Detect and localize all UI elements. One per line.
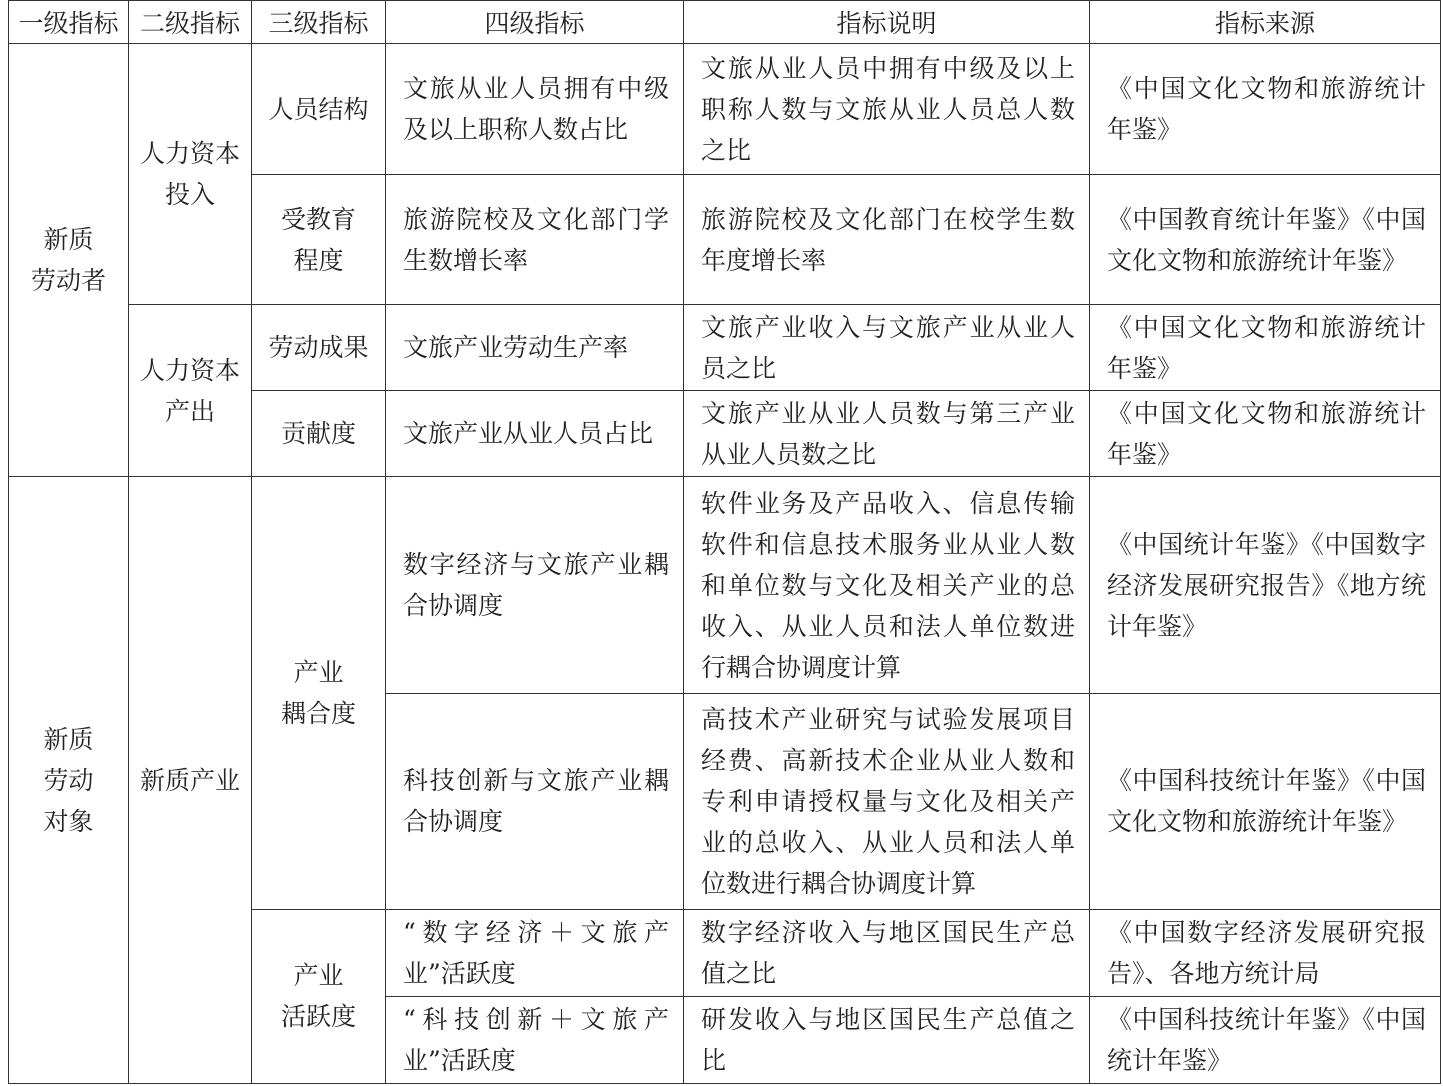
level3-text: 程度	[293, 245, 344, 275]
description-cell: 研发收入与地区国民生产总值之比	[684, 996, 1090, 1083]
indicator-table	[8, 0, 1441, 1084]
level3-text: 贡献度	[280, 419, 356, 449]
level3-text: 人员结构	[268, 94, 369, 124]
level3-cell	[252, 175, 386, 305]
indicator-cell: 科技创新与文旅产业耦合协调度	[386, 693, 684, 909]
level2-text: 投入	[164, 180, 215, 210]
level1-text: 劳动	[43, 765, 94, 795]
source-cell: 《中国数字经济发展研究报告》、各地方统计局	[1090, 909, 1441, 996]
source-cell: 《中国科技统计年鉴》《中国文化文物和旅游统计年鉴》	[1090, 693, 1441, 909]
level3-cell	[252, 477, 386, 909]
indicator-cell: “数字经济＋文旅产业”活跃度	[386, 909, 684, 996]
source-cell: 《中国文化文物和旅游统计年鉴》	[1090, 44, 1441, 175]
level3-text: 劳动成果	[268, 333, 369, 363]
description-cell: 数字经济收入与地区国民生产总值之比	[684, 909, 1090, 996]
level3-cell	[252, 305, 386, 391]
description-cell: 文旅产业从业人员数与第三产业从业人员数之比	[684, 391, 1090, 477]
level1-cell	[9, 44, 129, 477]
header-level1: 一级指标	[9, 1, 129, 44]
indicator-cell: 文旅从业人员拥有中级及以上职称人数占比	[386, 44, 684, 175]
indicator-cell: 数字经济与文旅产业耦合协调度	[386, 477, 684, 693]
level1-text: 新质	[43, 724, 94, 754]
level1-text: 劳动者	[30, 266, 106, 296]
level3-text: 耦合度	[280, 699, 356, 729]
description-cell: 高技术产业研究与试验发展项目经费、高新技术企业从业人数和专利申请授权量与文化及相关产业的总收入、从业人员和法人单位数进行耦合协调度计算	[684, 693, 1090, 909]
indicator-cell: 文旅产业劳动生产率	[386, 305, 684, 391]
header-level3: 三级指标	[252, 1, 386, 44]
indicator-cell: “科技创新＋文旅产业”活跃度	[386, 996, 684, 1083]
level2-cell	[129, 305, 252, 477]
source-cell: 《中国文化文物和旅游统计年鉴》	[1090, 391, 1441, 477]
table-row	[9, 44, 1441, 175]
description-cell: 旅游院校及文化部门在校学生数年度增长率	[684, 175, 1090, 305]
source-cell: 《中国文化文物和旅游统计年鉴》	[1090, 305, 1441, 391]
level2-cell	[129, 477, 252, 1084]
header-description: 指标说明	[684, 1, 1090, 44]
source-cell: 《中国统计年鉴》《中国数字经济发展研究报告》《地方统计年鉴》	[1090, 477, 1441, 693]
source-cell: 《中国科技统计年鉴》《中国统计年鉴》	[1090, 996, 1441, 1083]
level2-cell	[129, 44, 252, 305]
indicator-cell: 旅游院校及文化部门学生数增长率	[386, 175, 684, 305]
header-level2: 二级指标	[129, 1, 252, 44]
level2-text: 新质产业	[139, 765, 240, 795]
table-row	[9, 305, 1441, 391]
header-row	[9, 1, 1441, 44]
level3-cell	[252, 391, 386, 477]
level3-cell	[252, 909, 386, 1083]
level3-text: 产业	[293, 658, 344, 688]
level1-cell	[9, 477, 129, 1084]
level2-text: 人力资本	[139, 139, 240, 169]
description-cell: 文旅产业收入与文旅产业从业人员之比	[684, 305, 1090, 391]
level3-cell	[252, 44, 386, 175]
level3-text: 活跃度	[280, 1002, 356, 1032]
level2-text: 产出	[164, 396, 215, 426]
table-row	[9, 477, 1441, 693]
description-cell: 文旅从业人员中拥有中级及以上职称人数与文旅从业人员总人数之比	[684, 44, 1090, 175]
header-level4: 四级指标	[386, 1, 684, 44]
source-cell: 《中国教育统计年鉴》《中国文化文物和旅游统计年鉴》	[1090, 175, 1441, 305]
level3-text: 受教育	[280, 204, 356, 234]
level1-text: 新质	[43, 225, 94, 255]
level3-text: 产业	[293, 961, 344, 991]
header-source: 指标来源	[1090, 1, 1441, 44]
indicator-cell: 文旅产业从业人员占比	[386, 391, 684, 477]
level2-text: 人力资本	[139, 355, 240, 385]
description-cell: 软件业务及产品收入、信息传输软件和信息技术服务业从业人数和单位数与文化及相关产业的总收入、从业人员和法人单位数进行耦合协调度计算	[684, 477, 1090, 693]
level1-text: 对象	[43, 806, 94, 836]
